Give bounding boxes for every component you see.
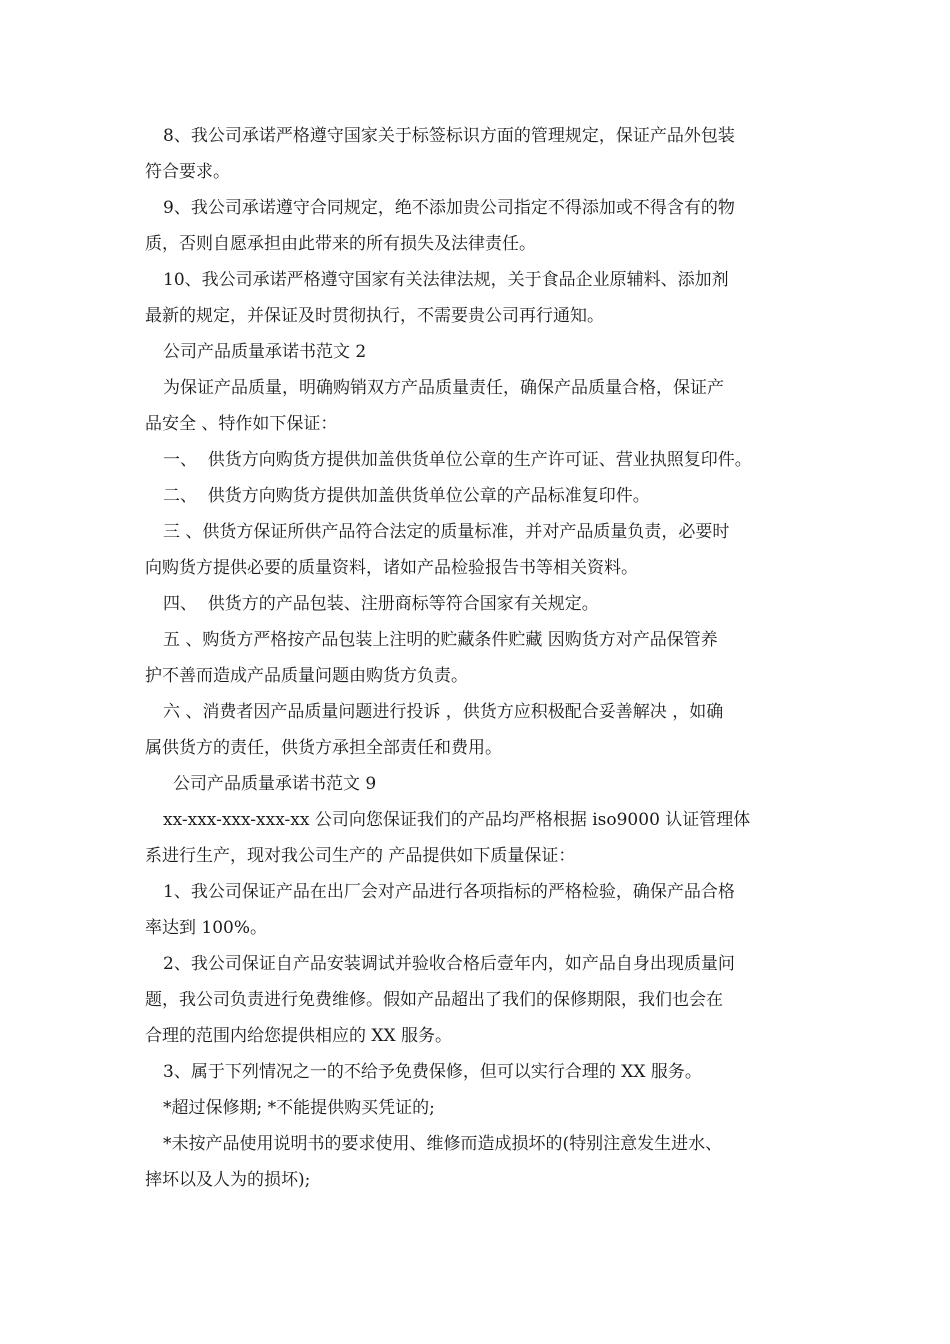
paragraph-clause-3 [145,514,825,586]
text-line: *未按产品使用说明书的要求使用、维修而造成损坏的(特别注意发生进水、 [163,1134,723,1154]
heading-text: 公司产品质量承诺书范文 2 [163,342,367,362]
text-line: 六 、消费者因产品质量问题进行投诉 ，供货方应积极配合妥善解决 ，如确 [163,702,724,722]
text-line: 四、 供货方的产品包装、注册商标等符合国家有关规定。 [163,594,599,614]
text-line: 2、我公司保证自产品安装调试并验收合格后壹年内，如产品自身出现质量问 [163,954,735,974]
text-line: 1、我公司保证产品在出厂会对产品进行各项指标的严格检验，确保产品合格 [163,882,735,902]
paragraph-guarantee-2 [145,946,825,1054]
paragraph-item-8 [145,118,825,190]
text-line: 一、 供货方向购货方提供加盖供货单位公章的生产许可证、营业执照复印件。 [163,450,752,470]
text-line: 三 、供货方保证所供产品符合法定的质量标准，并对产品质量负责，必要时 [163,522,730,542]
paragraph-clause-6 [145,694,825,766]
section-heading-9 [145,766,825,802]
paragraph-clause-5 [145,622,825,694]
paragraph-guarantee-3 [145,1054,825,1090]
text-line: 最新的规定，并保证及时贯彻执行，不需要贵公司再行通知。 [145,306,604,326]
paragraph-clause-1 [145,442,825,478]
paragraph-guarantee-1 [145,874,825,946]
paragraph-intro-2 [145,370,825,442]
text-line: 护不善而造成产品质量问题由购货方负责。 [145,666,468,686]
paragraph-exclusion-a [145,1090,825,1126]
text-line: 率达到 100%。 [145,918,268,938]
text-line: 符合要求。 [145,162,230,182]
text-line: 9、我公司承诺遵守合同规定，绝不添加贵公司指定不得添加或不得含有的物 [163,198,735,218]
text-line: 为保证产品质量，明确购销双方产品质量责任，确保产品质量合格，保证产 [163,378,724,398]
text-line: 10、我公司承诺严格遵守国家有关法律法规，关于食品企业原辅料、添加剂 [163,270,729,290]
paragraph-clause-2 [145,478,825,514]
text-line: 二、 供货方向购货方提供加盖供货单位公章的产品标准复印件。 [163,486,650,506]
text-line: 摔坏以及人为的损坏); [145,1170,311,1190]
text-line: 向购货方提供必要的质量资料，诸如产品检验报告书等相关资料。 [145,558,638,578]
text-line: 五 、购货方严格按产品包装上注明的贮藏条件贮藏 因购货方对产品保管养 [163,630,718,650]
paragraph-item-9 [145,190,825,262]
text-line: 3、属于下列情况之一的不给予免费保修，但可以实行合理的 XX 服务。 [163,1062,702,1082]
text-line: 题，我公司负责进行免费维修。假如产品超出了我们的保修期限，我们也会在 [145,990,723,1010]
text-line: *超过保修期; *不能提供购买凭证的; [163,1098,435,1118]
text-line: 质，否则自愿承担由此带来的所有损失及法律责任。 [145,234,536,254]
text-line: 品安全 、特作如下保证： [145,414,338,434]
heading-text: 公司产品质量承诺书范文 9 [173,774,377,794]
paragraph-item-10 [145,262,825,334]
text-line: 8、我公司承诺严格遵守国家关于标签标识方面的管理规定，保证产品外包装 [163,126,735,146]
text-line: 属供货方的责任，供货方承担全部责任和费用。 [145,738,502,758]
paragraph-clause-4 [145,586,825,622]
text-line: 合理的范围内给您提供相应的 XX 服务。 [145,1026,453,1046]
document-body [145,118,825,1198]
paragraph-exclusion-b [145,1126,825,1198]
section-heading-2 [145,334,825,370]
text-line: xx-xxx-xxx-xxx-xx 公司向您保证我们的产品均严格根据 iso9000 认证管理体 [163,810,751,830]
text-line: 系进行生产，现对我公司生产的 产品提供如下质量保证： [145,846,576,866]
paragraph-intro-9 [145,802,825,874]
